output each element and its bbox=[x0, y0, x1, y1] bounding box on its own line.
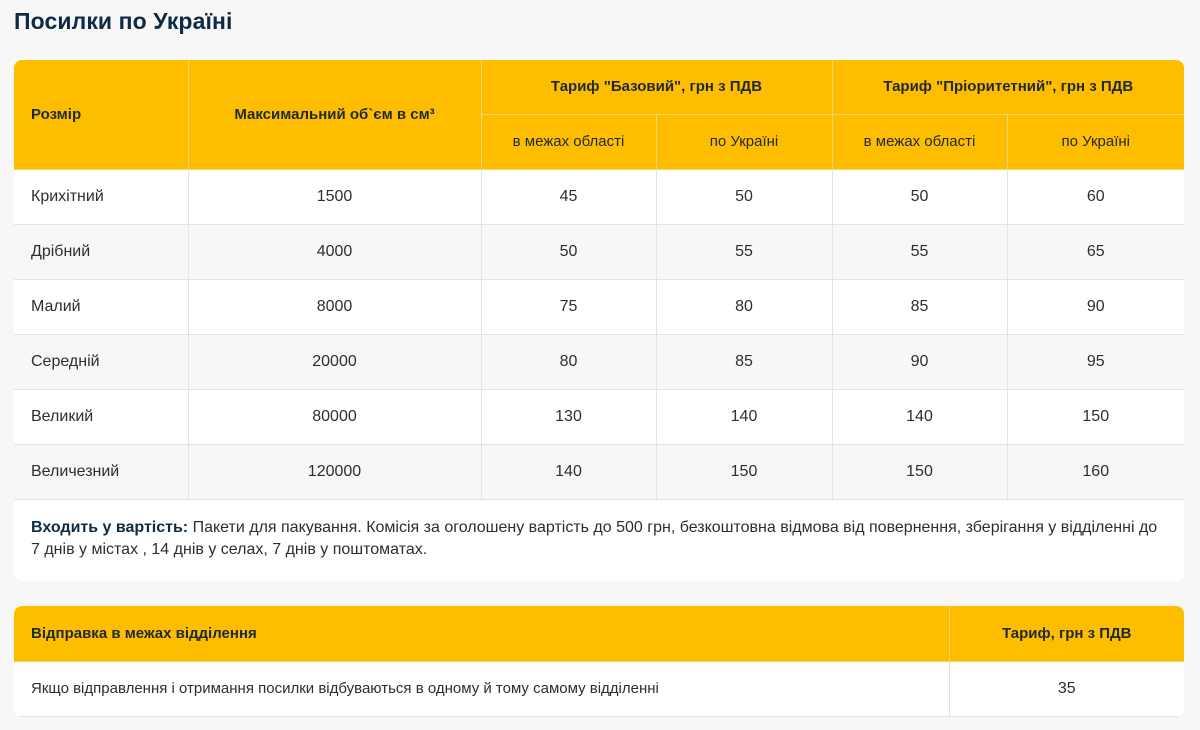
tariffs-card bbox=[14, 60, 1184, 581]
cell-priority-region: 140 bbox=[832, 389, 1007, 444]
header-basic-region: в межах області bbox=[481, 114, 656, 169]
cell-volume: 1500 bbox=[188, 169, 481, 224]
page-title: Посилки по Україні bbox=[14, 8, 233, 34]
header-basic-tariff: Тариф "Базовий", грн з ПДВ bbox=[481, 60, 832, 114]
tariffs-table bbox=[14, 60, 1184, 500]
cell-priority-ukraine: 60 bbox=[1007, 169, 1184, 224]
included-note bbox=[14, 500, 1184, 561]
table-row bbox=[14, 224, 1184, 279]
cell-branch-tariff: 35 bbox=[949, 661, 1184, 716]
cell-size: Дрібний bbox=[14, 224, 188, 279]
branch-card bbox=[14, 606, 1184, 717]
branch-table bbox=[14, 606, 1184, 717]
cell-volume: 4000 bbox=[188, 224, 481, 279]
header-volume: Максимальний об`єм в см³ bbox=[188, 60, 481, 169]
header-size: Розмір bbox=[14, 60, 188, 169]
cell-priority-ukraine: 150 bbox=[1007, 389, 1184, 444]
cell-basic-region: 45 bbox=[481, 169, 656, 224]
cell-basic-region: 140 bbox=[481, 444, 656, 499]
header-priority-ukraine: по Україні bbox=[1007, 114, 1184, 169]
cell-basic-region: 80 bbox=[481, 334, 656, 389]
cell-basic-region: 50 bbox=[481, 224, 656, 279]
cell-volume: 120000 bbox=[188, 444, 481, 499]
included-note-label: Входить у вартість: bbox=[31, 518, 189, 536]
header-priority-tariff: Тариф "Пріоритетний", грн з ПДВ bbox=[832, 60, 1184, 114]
cell-volume: 20000 bbox=[188, 334, 481, 389]
cell-size: Крихітний bbox=[14, 169, 188, 224]
cell-basic-ukraine: 50 bbox=[656, 169, 832, 224]
cell-volume: 8000 bbox=[188, 279, 481, 334]
cell-basic-ukraine: 55 bbox=[656, 224, 832, 279]
table-row bbox=[14, 334, 1184, 389]
cell-priority-region: 85 bbox=[832, 279, 1007, 334]
cell-basic-region: 130 bbox=[481, 389, 656, 444]
cell-size: Величезний bbox=[14, 444, 188, 499]
header-branch-description: Відправка в межах відділення bbox=[14, 606, 949, 661]
cell-volume: 80000 bbox=[188, 389, 481, 444]
cell-size: Середній bbox=[14, 334, 188, 389]
cell-size: Малий bbox=[14, 279, 188, 334]
cell-priority-ukraine: 95 bbox=[1007, 334, 1184, 389]
cell-priority-region: 150 bbox=[832, 444, 1007, 499]
cell-priority-region: 50 bbox=[832, 169, 1007, 224]
header-basic-ukraine: по Україні bbox=[656, 114, 832, 169]
cell-priority-region: 55 bbox=[832, 224, 1007, 279]
header-priority-region: в межах області bbox=[832, 114, 1007, 169]
table-row bbox=[14, 279, 1184, 334]
cell-priority-ukraine: 90 bbox=[1007, 279, 1184, 334]
cell-basic-ukraine: 80 bbox=[656, 279, 832, 334]
cell-basic-region: 75 bbox=[481, 279, 656, 334]
included-note-text: Пакети для пакування. Комісія за оголошену вартість до 500 грн, безкоштовна відмова від повернення, зберігання у відділенні до 7 днів у містах , 14 днів у селах, 7 днів у поштоматах. bbox=[31, 518, 1158, 558]
cell-size: Великий bbox=[14, 389, 188, 444]
cell-priority-ukraine: 160 bbox=[1007, 444, 1184, 499]
cell-priority-ukraine: 65 bbox=[1007, 224, 1184, 279]
cell-basic-ukraine: 150 bbox=[656, 444, 832, 499]
cell-basic-ukraine: 85 bbox=[656, 334, 832, 389]
table-row bbox=[14, 661, 1184, 716]
table-row bbox=[14, 169, 1184, 224]
header-branch-tariff: Тариф, грн з ПДВ bbox=[949, 606, 1184, 661]
table-row bbox=[14, 389, 1184, 444]
cell-branch-description: Якщо відправлення і отримання посилки відбуваються в одному й тому самому відділенні bbox=[14, 661, 949, 716]
cell-priority-region: 90 bbox=[832, 334, 1007, 389]
cell-basic-ukraine: 140 bbox=[656, 389, 832, 444]
table-row bbox=[14, 444, 1184, 499]
